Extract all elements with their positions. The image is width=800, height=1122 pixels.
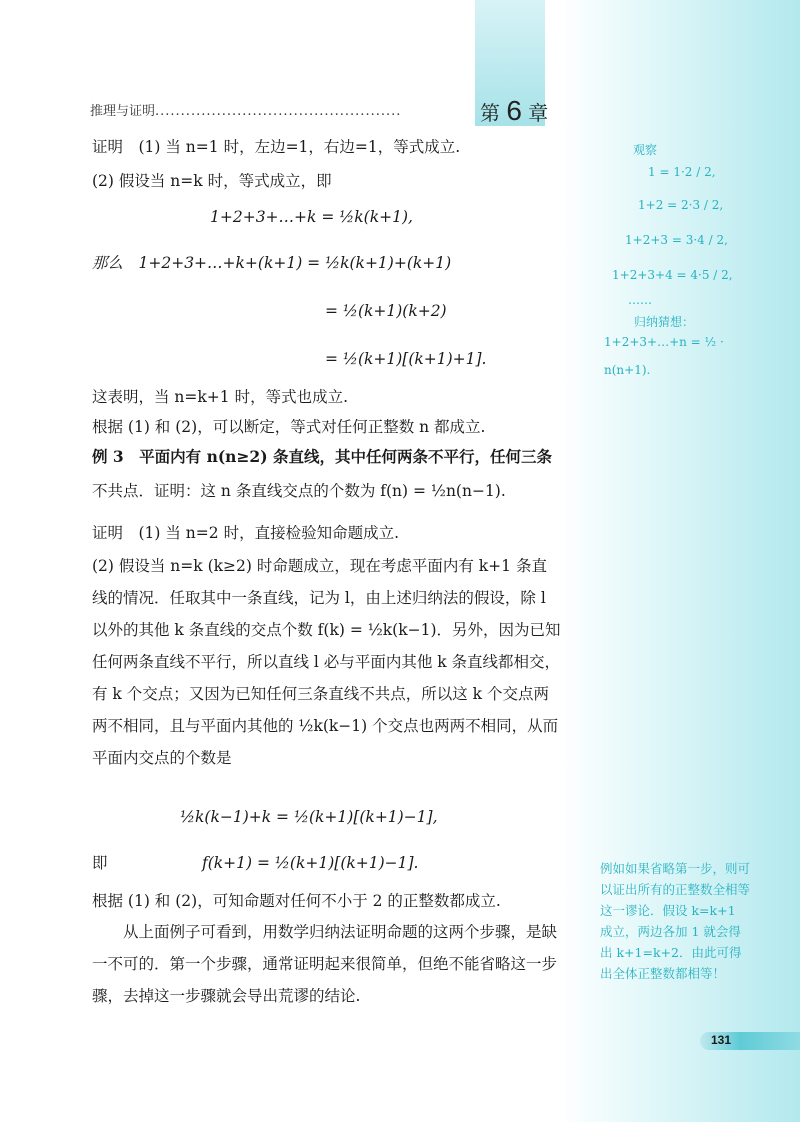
side-guess-formula-cont: n(n+1). [604,363,651,377]
side-observe: 观察 [633,143,658,157]
example3-statement: 例 3 平面内有 n(n≥2) 条直线，其中任何两条不平行，任何三条 [92,447,552,466]
proof2-step2: (2) 假设当 n=k (k≥2) 时命题成立，现在考虑平面内有 k+1 条直线的情况．任取其中一条直线，记为 l，由上述归纳法的假设，除 l 以外的其他 k 条直线的交点个数 f(k) = ½k(k−1)．另外，因为已知任何两条直线不平行，所以直线 l 必与平面内其他 k 条直线都相交，有 k 个交点；又因为已知任何三条直线不共点，所以这 k 个交点两两不相同，且与平面内其他的 ½k(k−1) 个交点也两两不相同，从而平面内交点的个数是 [92,557,561,767]
proof2-step1: 证明 (1) 当 n=2 时，直接检验知命题成立. [92,524,399,542]
formula-step2: = ½(k+1)(k+2) [325,302,447,320]
chapter-label [480,95,549,126]
formula-fk1: f(k+1) = ½(k+1)[(k+1)−1]. [202,854,419,872]
proof-step1: 证明 (1) 当 n=1 时，左边=1，右边=1，等式成立. [92,138,461,156]
formula-step3: = ½(k+1)[(k+1)+1]. [325,350,487,368]
proof2-conclusion: 根据 (1) 和 (2)，可知命题对任何不小于 2 的正整数都成立. [92,892,501,910]
formula-sum: 1+2+3+…+k = ½k(k+1), [210,208,413,226]
proof-step2: (2) 假设当 n=k 时，等式成立，即 [92,172,332,190]
formula-then: 那么 1+2+3+…+k+(k+1) = ½k(k+1)+(k+1) [92,254,452,272]
conclusion-line: 这表明，当 n=k+1 时，等式也成立. [92,388,348,406]
example3-statement-cont: 不共点．证明：这 n 条直线交点的个数为 f(n) = ½n(n−1). [92,482,506,500]
side-eq1: 1 = 1·2 / 2, [648,165,716,179]
side-guess-formula: 1+2+3+…+n = ½ · [604,335,724,349]
side-eq2: 1+2 = 2·3 / 2, [638,198,724,212]
chapter-number: 6 [506,95,522,126]
side-eq4: 1+2+3+4 = 4·5 / 2, [612,268,733,282]
running-header [90,100,485,124]
page-number: 131 [711,1033,732,1047]
chapter-prefix: 第 [480,101,500,125]
side-eq3: 1+2+3 = 3·4 / 2, [625,233,728,247]
chapter-suffix: 章 [528,101,549,125]
ji-label: 即 [92,854,108,872]
header-title: 推理与证明 [90,104,156,119]
summary-paragraph: 从上面例子可看到，用数学归纳法证明命题的这两个步骤，是缺一不可的．第一个步骤，通常证明起来很简单，但绝不能省略这一步骤，去掉这一步骤就会导出荒谬的结论. [92,923,558,1005]
conclusion-final: 根据 (1) 和 (2)，可以断定，等式对任何正整数 n 都成立. [92,418,486,436]
side-note: 例如如果省略第一步，则可以证出所有的正整数全相等这一谬论．假设 k=k+1 成立，两边各加 1 就会得出 k+1=k+2．由此可得出全体正整数都相等！ [600,861,751,981]
side-induction-guess: 归纳猜想： [634,315,695,329]
side-ellipsis: …… [628,293,652,307]
formula-count: ½k(k−1)+k = ½(k+1)[(k+1)−1], [180,808,438,826]
header-dots: ................................................ [155,104,402,119]
